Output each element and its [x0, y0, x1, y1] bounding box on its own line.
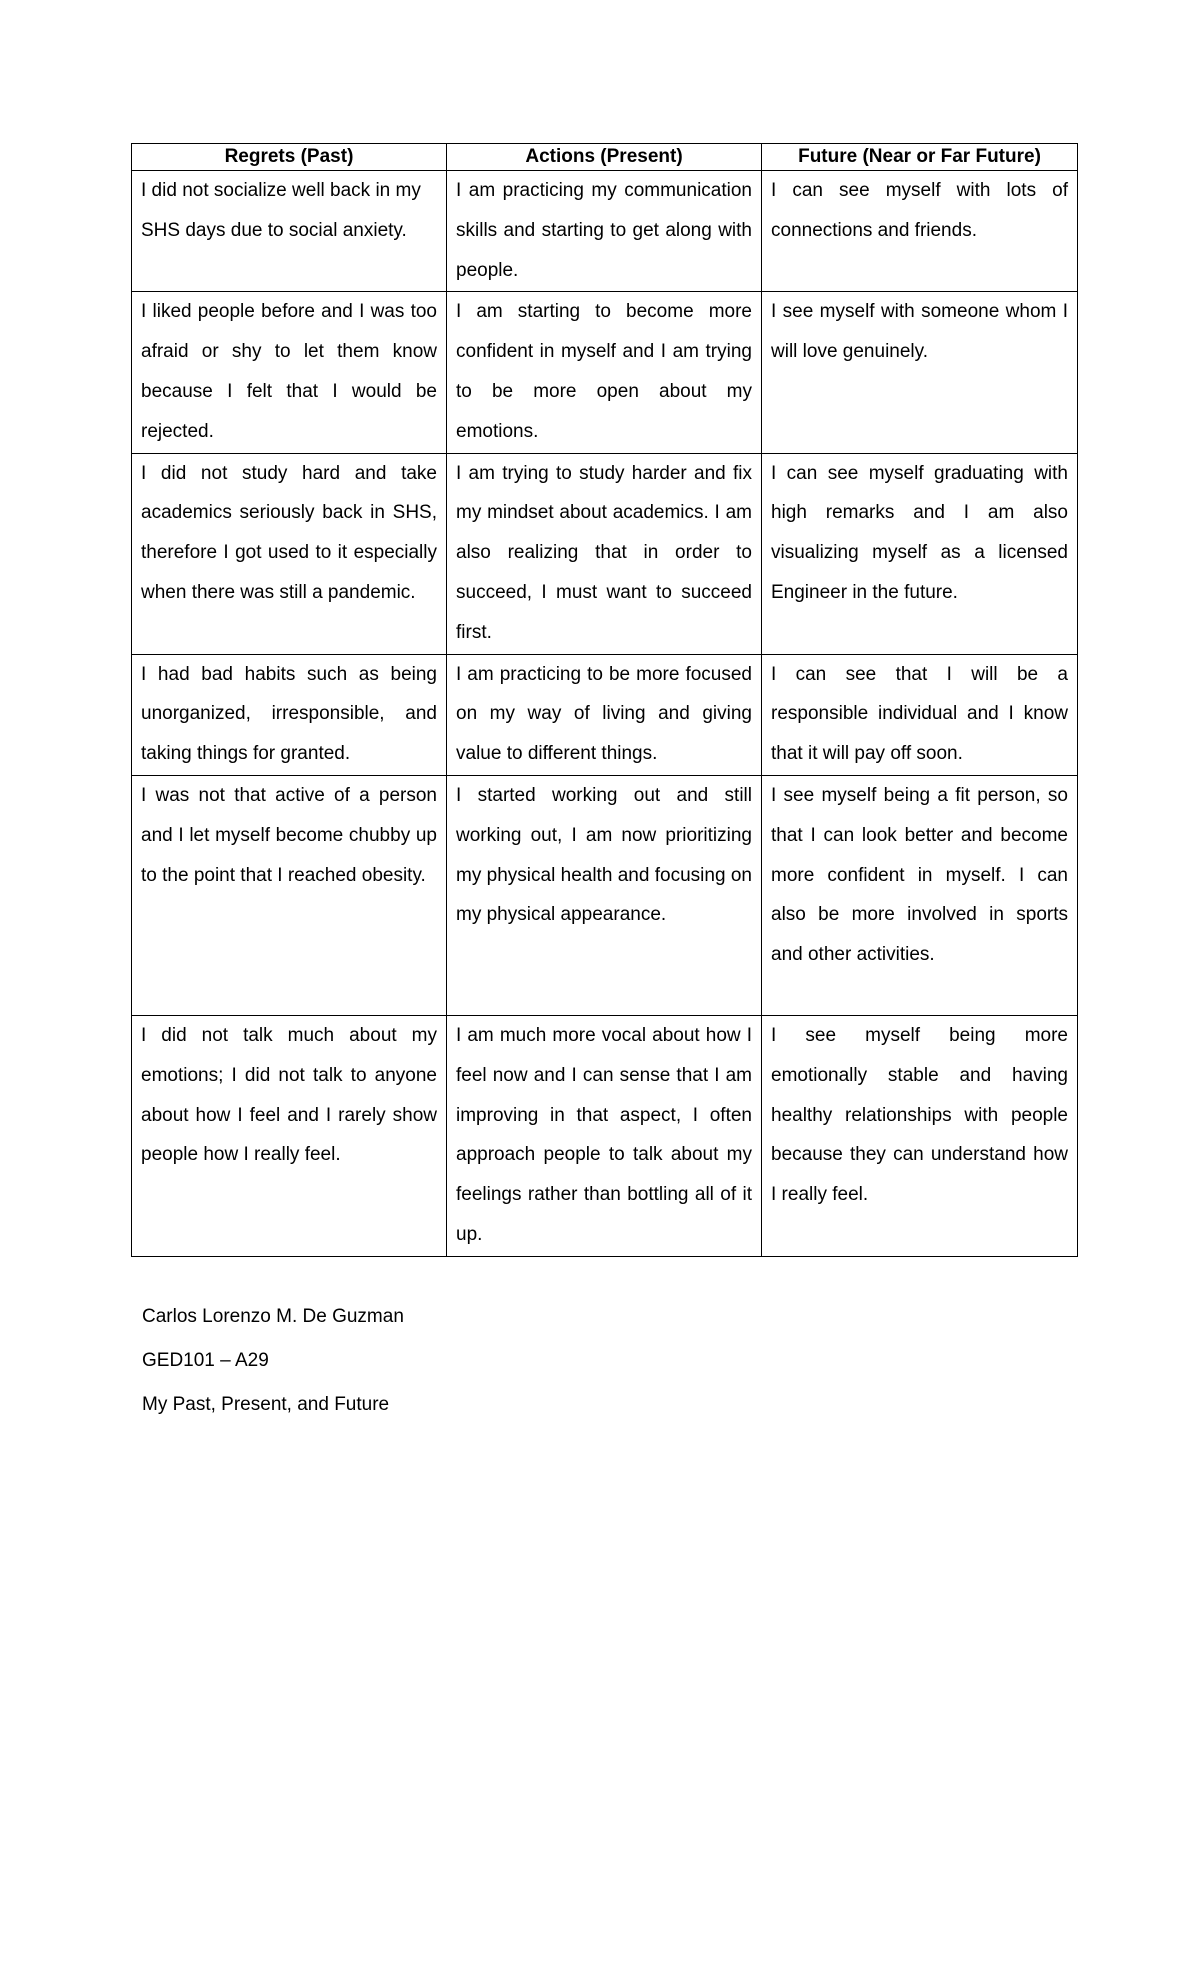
future-cell: I see myself being a fit person, so that I can look better and become more confident in myself. I can also be more involved in sports and other activities. [762, 775, 1078, 1015]
table-row [132, 654, 1078, 775]
header-future: Future (Near or Far Future) [762, 144, 1078, 171]
action-cell: I started working out and still working out, I am now prioritizing my physical health and focusing on my physical appearance. [447, 775, 762, 1015]
author-footer [142, 1295, 404, 1427]
future-cell: I see myself with someone whom I will love genuinely. [762, 292, 1078, 453]
header-regrets: Regrets (Past) [132, 144, 447, 171]
regret-cell: I was not that active of a person and I let myself become chubby up to the point that I reached obesity. [132, 775, 447, 1015]
regret-cell: I did not study hard and take academics seriously back in SHS, therefore I got used to it especially when there was still a pandemic. [132, 453, 447, 654]
document-title: My Past, Present, and Future [142, 1394, 390, 1415]
table-row [132, 775, 1078, 1015]
future-cell: I see myself being more emotionally stable and having healthy relationships with people because they can understand how I really feel. [762, 1015, 1078, 1256]
action-cell: I am practicing my communication skills and starting to get along with people. [447, 171, 762, 292]
future-cell: I can see that I will be a responsible individual and I know that it will pay off soon. [762, 654, 1078, 775]
course-code: GED101 – A29 [142, 1350, 269, 1371]
future-cell: I can see myself with lots of connections and friends. [762, 171, 1078, 292]
table-row [132, 1015, 1078, 1256]
table-row [132, 292, 1078, 453]
table-row [132, 453, 1078, 654]
regret-cell: I had bad habits such as being unorganized, irresponsible, and taking things for granted. [132, 654, 447, 775]
reflection-table [131, 143, 1078, 1257]
regret-cell: I liked people before and I was too afraid or shy to let them know because I felt that I would be rejected. [132, 292, 447, 453]
action-cell: I am trying to study harder and fix my mindset about academics. I am also realizing that in order to succeed, I must want to succeed first. [447, 453, 762, 654]
author-name: Carlos Lorenzo M. De Guzman [142, 1306, 404, 1327]
future-cell: I can see myself graduating with high remarks and I am also visualizing myself as a licensed Engineer in the future. [762, 453, 1078, 654]
regret-cell: I did not talk much about my emotions; I did not talk to anyone about how I feel and I rarely show people how I really feel. [132, 1015, 447, 1256]
table-header-row [132, 144, 1078, 171]
table-row [132, 171, 1078, 292]
action-cell: I am starting to become more confident in myself and I am trying to be more open about my emotions. [447, 292, 762, 453]
regret-cell: I did not socialize well back in my SHS days due to social anxiety. [132, 171, 447, 292]
header-actions: Actions (Present) [447, 144, 762, 171]
action-cell: I am much more vocal about how I feel now and I can sense that I am improving in that aspect, I often approach people to talk about my feelings rather than bottling all of it up. [447, 1015, 762, 1256]
action-cell: I am practicing to be more focused on my way of living and giving value to different things. [447, 654, 762, 775]
